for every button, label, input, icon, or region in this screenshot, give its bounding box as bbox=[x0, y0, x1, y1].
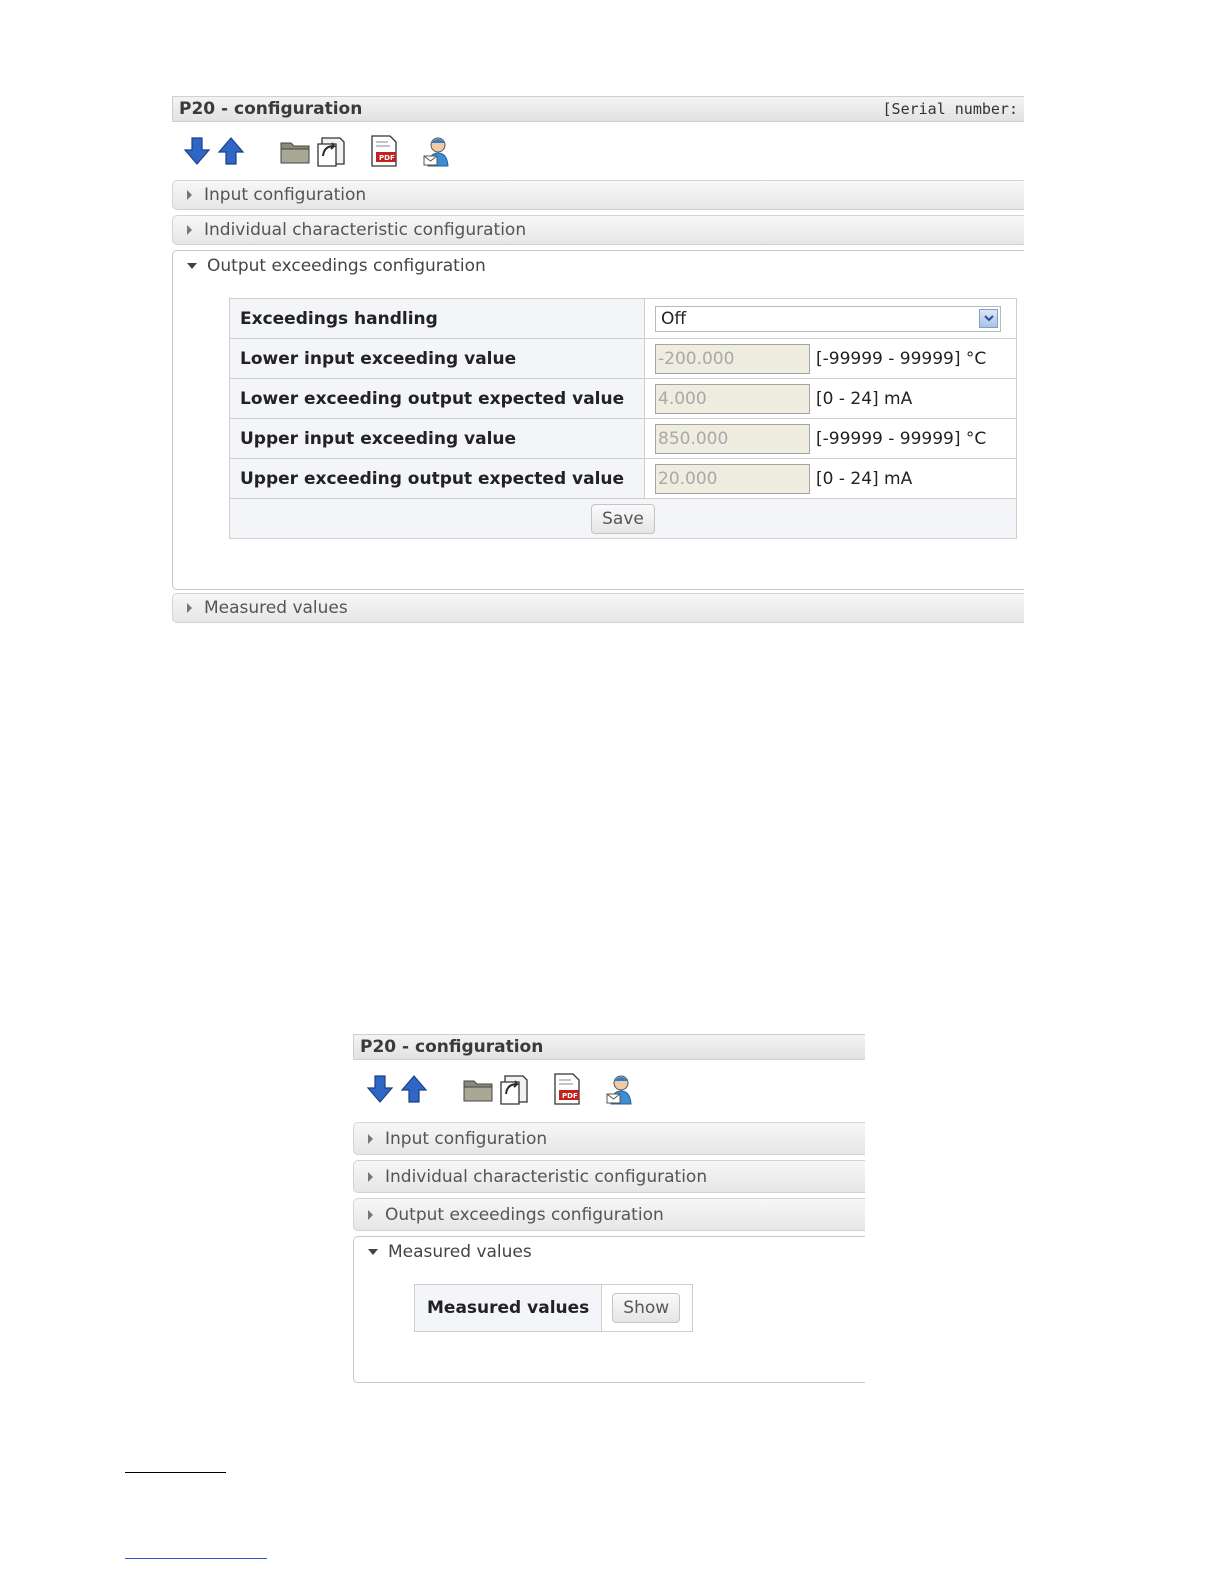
pdf-icon bbox=[549, 1072, 583, 1106]
chevron-right-icon bbox=[187, 225, 192, 235]
lower-exceeding-output-field[interactable] bbox=[655, 384, 810, 414]
chevron-right-icon bbox=[368, 1210, 373, 1220]
support-button[interactable] bbox=[420, 134, 454, 168]
restore-button[interactable] bbox=[312, 134, 346, 168]
section-input-configuration[interactable] bbox=[172, 180, 1024, 210]
chevron-right-icon bbox=[368, 1134, 373, 1144]
section-output-exceedings-header[interactable] bbox=[173, 251, 1024, 281]
panel-title-bar bbox=[172, 96, 1024, 122]
panel-title: P20 - configuration bbox=[360, 1037, 544, 1057]
arrow-up-icon bbox=[217, 136, 245, 166]
export-pdf-button[interactable] bbox=[366, 134, 400, 168]
section-input-configuration[interactable] bbox=[353, 1122, 865, 1155]
upload-button[interactable] bbox=[214, 134, 248, 168]
field-label: Lower input exceeding value bbox=[230, 339, 645, 379]
footnote-link-underline bbox=[125, 1558, 267, 1559]
section-measured-values-header[interactable] bbox=[354, 1237, 865, 1267]
upload-button[interactable] bbox=[397, 1072, 431, 1106]
measured-values-table bbox=[414, 1284, 693, 1332]
chevron-right-icon bbox=[187, 190, 192, 200]
arrow-down-icon bbox=[366, 1074, 394, 1104]
open-file-button[interactable] bbox=[278, 134, 312, 168]
serial-number-label: [Serial number: bbox=[882, 100, 1018, 118]
arrow-up-icon bbox=[400, 1074, 428, 1104]
form-row bbox=[230, 339, 1017, 379]
form-row bbox=[230, 419, 1017, 459]
section-measured-values bbox=[353, 1236, 865, 1383]
field-label: Upper exceeding output expected value bbox=[230, 459, 645, 499]
panel-title: P20 - configuration bbox=[179, 99, 363, 119]
chevron-right-icon bbox=[368, 1172, 373, 1182]
section-label: Output exceedings configuration bbox=[207, 256, 486, 276]
chevron-down-icon bbox=[368, 1249, 378, 1255]
section-label: Individual characteristic configuration bbox=[385, 1166, 708, 1187]
restore-icon bbox=[312, 134, 346, 168]
support-button[interactable] bbox=[603, 1072, 637, 1106]
chevron-down-icon bbox=[979, 309, 998, 328]
range-hint: [0 - 24] mA bbox=[816, 468, 913, 489]
range-hint: [0 - 24] mA bbox=[816, 388, 913, 409]
field-label: Upper input exceeding value bbox=[230, 419, 645, 459]
config-panel-2 bbox=[353, 1034, 865, 1390]
range-hint: [-99999 - 99999] °C bbox=[816, 428, 987, 449]
restore-icon bbox=[495, 1072, 529, 1106]
save-button[interactable]: Save bbox=[591, 504, 655, 534]
toolbar bbox=[353, 1060, 865, 1118]
lower-input-exceeding-field[interactable] bbox=[655, 344, 810, 374]
select-value: Off bbox=[661, 308, 687, 329]
toolbar bbox=[172, 122, 1024, 180]
download-button[interactable] bbox=[363, 1072, 397, 1106]
section-label: Measured values bbox=[388, 1242, 532, 1262]
chevron-right-icon bbox=[187, 603, 192, 613]
upper-exceeding-output-field[interactable] bbox=[655, 464, 810, 494]
pdf-icon bbox=[366, 134, 400, 168]
support-icon bbox=[420, 134, 454, 168]
section-label: Measured values bbox=[204, 598, 348, 618]
folder-icon bbox=[279, 137, 311, 165]
footnote-separator bbox=[125, 1472, 226, 1473]
download-button[interactable] bbox=[180, 134, 214, 168]
section-individual-characteristic[interactable] bbox=[172, 215, 1024, 245]
section-measured-values[interactable] bbox=[172, 593, 1024, 623]
upper-input-exceeding-field[interactable] bbox=[655, 424, 810, 454]
config-panel-1 bbox=[172, 96, 1024, 636]
restore-button[interactable] bbox=[495, 1072, 529, 1106]
form-footer-row bbox=[230, 499, 1017, 539]
field-label: Lower exceeding output expected value bbox=[230, 379, 645, 419]
form-row bbox=[230, 459, 1017, 499]
open-file-button[interactable] bbox=[461, 1072, 495, 1106]
section-label: Input configuration bbox=[204, 185, 367, 205]
form-row bbox=[230, 299, 1017, 339]
section-label: Input configuration bbox=[385, 1128, 548, 1149]
svg-text:PDF: PDF bbox=[562, 1092, 578, 1100]
exceedings-form bbox=[229, 298, 1017, 539]
section-label: Output exceedings configuration bbox=[385, 1204, 664, 1225]
form-row bbox=[230, 379, 1017, 419]
field-label: Exceedings handling bbox=[230, 299, 645, 339]
svg-text:PDF: PDF bbox=[379, 154, 395, 162]
export-pdf-button[interactable] bbox=[549, 1072, 583, 1106]
range-hint: [-99999 - 99999] °C bbox=[816, 348, 987, 369]
section-individual-characteristic[interactable] bbox=[353, 1160, 865, 1193]
chevron-down-icon bbox=[187, 263, 197, 269]
section-label: Individual characteristic configuration bbox=[204, 220, 527, 240]
section-output-exceedings bbox=[172, 250, 1024, 590]
folder-icon bbox=[462, 1075, 494, 1103]
measured-values-label: Measured values bbox=[415, 1285, 602, 1332]
support-icon bbox=[603, 1072, 637, 1106]
table-row bbox=[415, 1285, 693, 1332]
panel-title-bar bbox=[353, 1034, 865, 1060]
show-button[interactable]: Show bbox=[612, 1293, 680, 1323]
arrow-down-icon bbox=[183, 136, 211, 166]
exceedings-handling-select[interactable] bbox=[655, 306, 1001, 332]
section-output-exceedings[interactable] bbox=[353, 1198, 865, 1231]
